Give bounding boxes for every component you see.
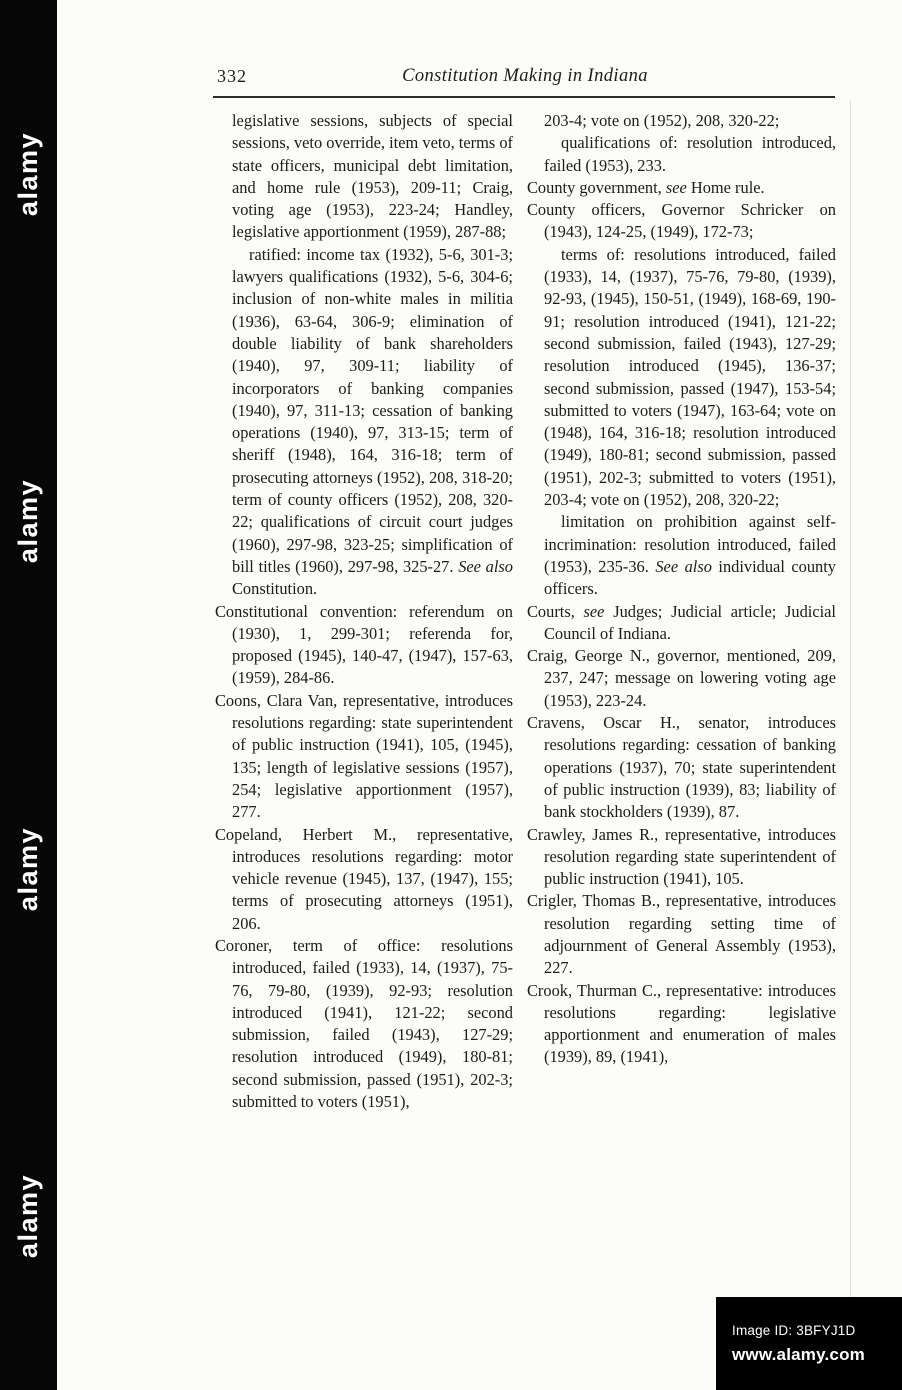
- index-column-left: [215, 110, 513, 1113]
- index-text: Home rule.: [686, 177, 765, 197]
- index-paragraph: [215, 935, 513, 1113]
- alamy-credit-box: [716, 1297, 902, 1390]
- index-paragraph: [215, 601, 513, 690]
- index-text: Crook, Thurman C., representative: introduces resolutions regarding: legislative apportionment and enumeration of males (1939), 89, (1941),: [527, 980, 836, 1067]
- alamy-watermark-strip: [0, 0, 57, 1390]
- index-paragraph: [527, 177, 836, 199]
- cross-reference-text: See also: [458, 556, 513, 576]
- alamy-url-text: www.alamy.com: [732, 1344, 865, 1364]
- index-paragraph: [527, 890, 836, 979]
- index-paragraph: [215, 110, 513, 244]
- index-paragraph: [527, 244, 836, 512]
- index-text: Crawley, James R., representative, introduces resolution regarding state superintendent of public instruction (1941), 105.: [527, 824, 836, 889]
- index-text: legislative sessions, subjects of special sessions, veto override, item veto, terms of state officers, municipal debt limitation, and home rule (1953), 209-11; Craig, voting age (1953), 223-24; Handley, legislative apportionment (1959), 287-88;: [232, 111, 513, 242]
- alamy-logo: alamy: [13, 131, 43, 216]
- index-text: Constitution.: [232, 579, 318, 599]
- index-paragraph: [527, 511, 836, 600]
- index-text: Constitutional convention: referendum on (1930), 1, 299-301; referenda for, proposed (1945), 140-47, (1947), 157-63, (1959), 284-86.: [215, 601, 513, 688]
- cross-reference-text: see: [665, 177, 687, 197]
- index-text: Crigler, Thomas B., representative, introduces resolution regarding setting time of adjournment of General Assembly (1953), 227.: [527, 891, 836, 978]
- index-paragraph: [215, 244, 513, 601]
- index-text: individual county officers.: [544, 556, 837, 599]
- index-text: qualifications of: resolution introduced, failed (1953), 233.: [544, 133, 836, 175]
- index-paragraph: [527, 132, 836, 177]
- index-text: Craig, George N., governor, mentioned, 209, 237, 247; message on lowering voting age (1953), 223-24.: [527, 646, 836, 710]
- index-paragraph: [527, 824, 836, 891]
- cross-reference-text: see: [583, 601, 605, 621]
- index-paragraph: [527, 712, 836, 823]
- index-paragraph: [527, 601, 836, 646]
- index-text: ratified: income tax (1932), 5-6, 301-3; lawyers qualifications (1932), 5-6, 304-6; inclusion of non-white males in militia (1936), 63-64, 306-9; elimination of double liability of bank shareholders (1940), 97, 309-11; liability of incorporators of banking companies (1940), 97, 311-13; cessation of banking operations (1940), 97, 313-15; term of sheriff (1948), 164, 316-18; term of prosecuting attorneys (1952), 208, 318-20; term of county officers (1952), 208, 320-22; qualifications of circuit court judges (1960), 297-98, 323-25; simplification of bill titles (1960), 297-98, 325-27.: [232, 244, 513, 576]
- index-text: limitation on prohibition against self-incrimination: resolution introduced, failed (1953), 235-36.: [544, 512, 836, 576]
- index-text: County officers, Governor Schricker on (1943), 124-25, (1949), 172-73;: [527, 200, 836, 242]
- header-rule: [213, 96, 835, 98]
- running-title: Constitution Making in Indiana: [402, 66, 648, 86]
- index-text: Cravens, Oscar H., senator, introduces resolutions regarding: cessation of banking operations (1937), 70; state superintendent of public instruction (1939), 83; liability of bank stockholders (1939), 87.: [527, 713, 836, 822]
- image-id-text: Image ID: 3BFYJ1D: [732, 1322, 856, 1338]
- index-text: Courts,: [527, 601, 584, 621]
- scanned-book-page: [57, 0, 902, 1390]
- index-paragraph: [527, 199, 836, 244]
- alamy-logo: alamy: [13, 479, 43, 564]
- page-number: 332: [217, 66, 247, 86]
- index-paragraph: [527, 645, 836, 712]
- cross-reference-text: See also: [655, 556, 712, 576]
- index-paragraph: [527, 110, 836, 132]
- index-text: County government,: [527, 177, 666, 197]
- index-text: terms of: resolutions introduced, failed (1933), 14, (1937), 75-76, 79-80, (1939), 92-93, (1945), 150-51, (1949), 168-69, 190-91; resolution introduced (1941), 121-22; second submission, failed (1943), 127-29; resolution introduced (1945), 136-37; second submission, passed (1947), 153-54; submitted to voters (1947), 163-64; vote on (1948), 164, 316-18; resolution introduced (1949), 180-81; second submission, passed (1951), 202-3; submitted to voters (1951), 203-4; vote on (1952), 208, 320-22;: [544, 244, 836, 510]
- index-text: Judges; Judicial article; Judicial Council of Indiana.: [544, 601, 836, 643]
- page-edge-shadow: [850, 100, 851, 1300]
- index-column-right: [527, 110, 836, 1069]
- page-header: [215, 66, 835, 92]
- alamy-logo: alamy: [13, 1174, 43, 1259]
- alamy-logo: alamy: [13, 826, 43, 911]
- index-text: 203-4; vote on (1952), 208, 320-22;: [544, 111, 780, 130]
- index-text: Copeland, Herbert M., representative, introduces resolutions regarding: motor vehicle revenue (1945), 137, (1947), 155; terms of prosecuting attorneys (1951), 206.: [215, 824, 513, 933]
- index-paragraph: [215, 824, 513, 935]
- index-paragraph: [527, 980, 836, 1069]
- index-paragraph: [215, 690, 513, 824]
- index-text: Coons, Clara Van, representative, introduces resolutions regarding: state superintendent of public instruction (1941), 105, (1945), 135; length of legislative sessions (1957), 254; legislative apportionment (1957), 277.: [215, 690, 513, 822]
- index-text: Coroner, term of office: resolutions introduced, failed (1933), 14, (1937), 75-76, 79-80, (1939), 92-93; resolution introduced (1941), 121-22; second submission, failed (1943), 127-29; resolution introduced (1949), 180-81; second submission, passed (1951), 202-3; submitted to voters (1951),: [215, 935, 513, 1112]
